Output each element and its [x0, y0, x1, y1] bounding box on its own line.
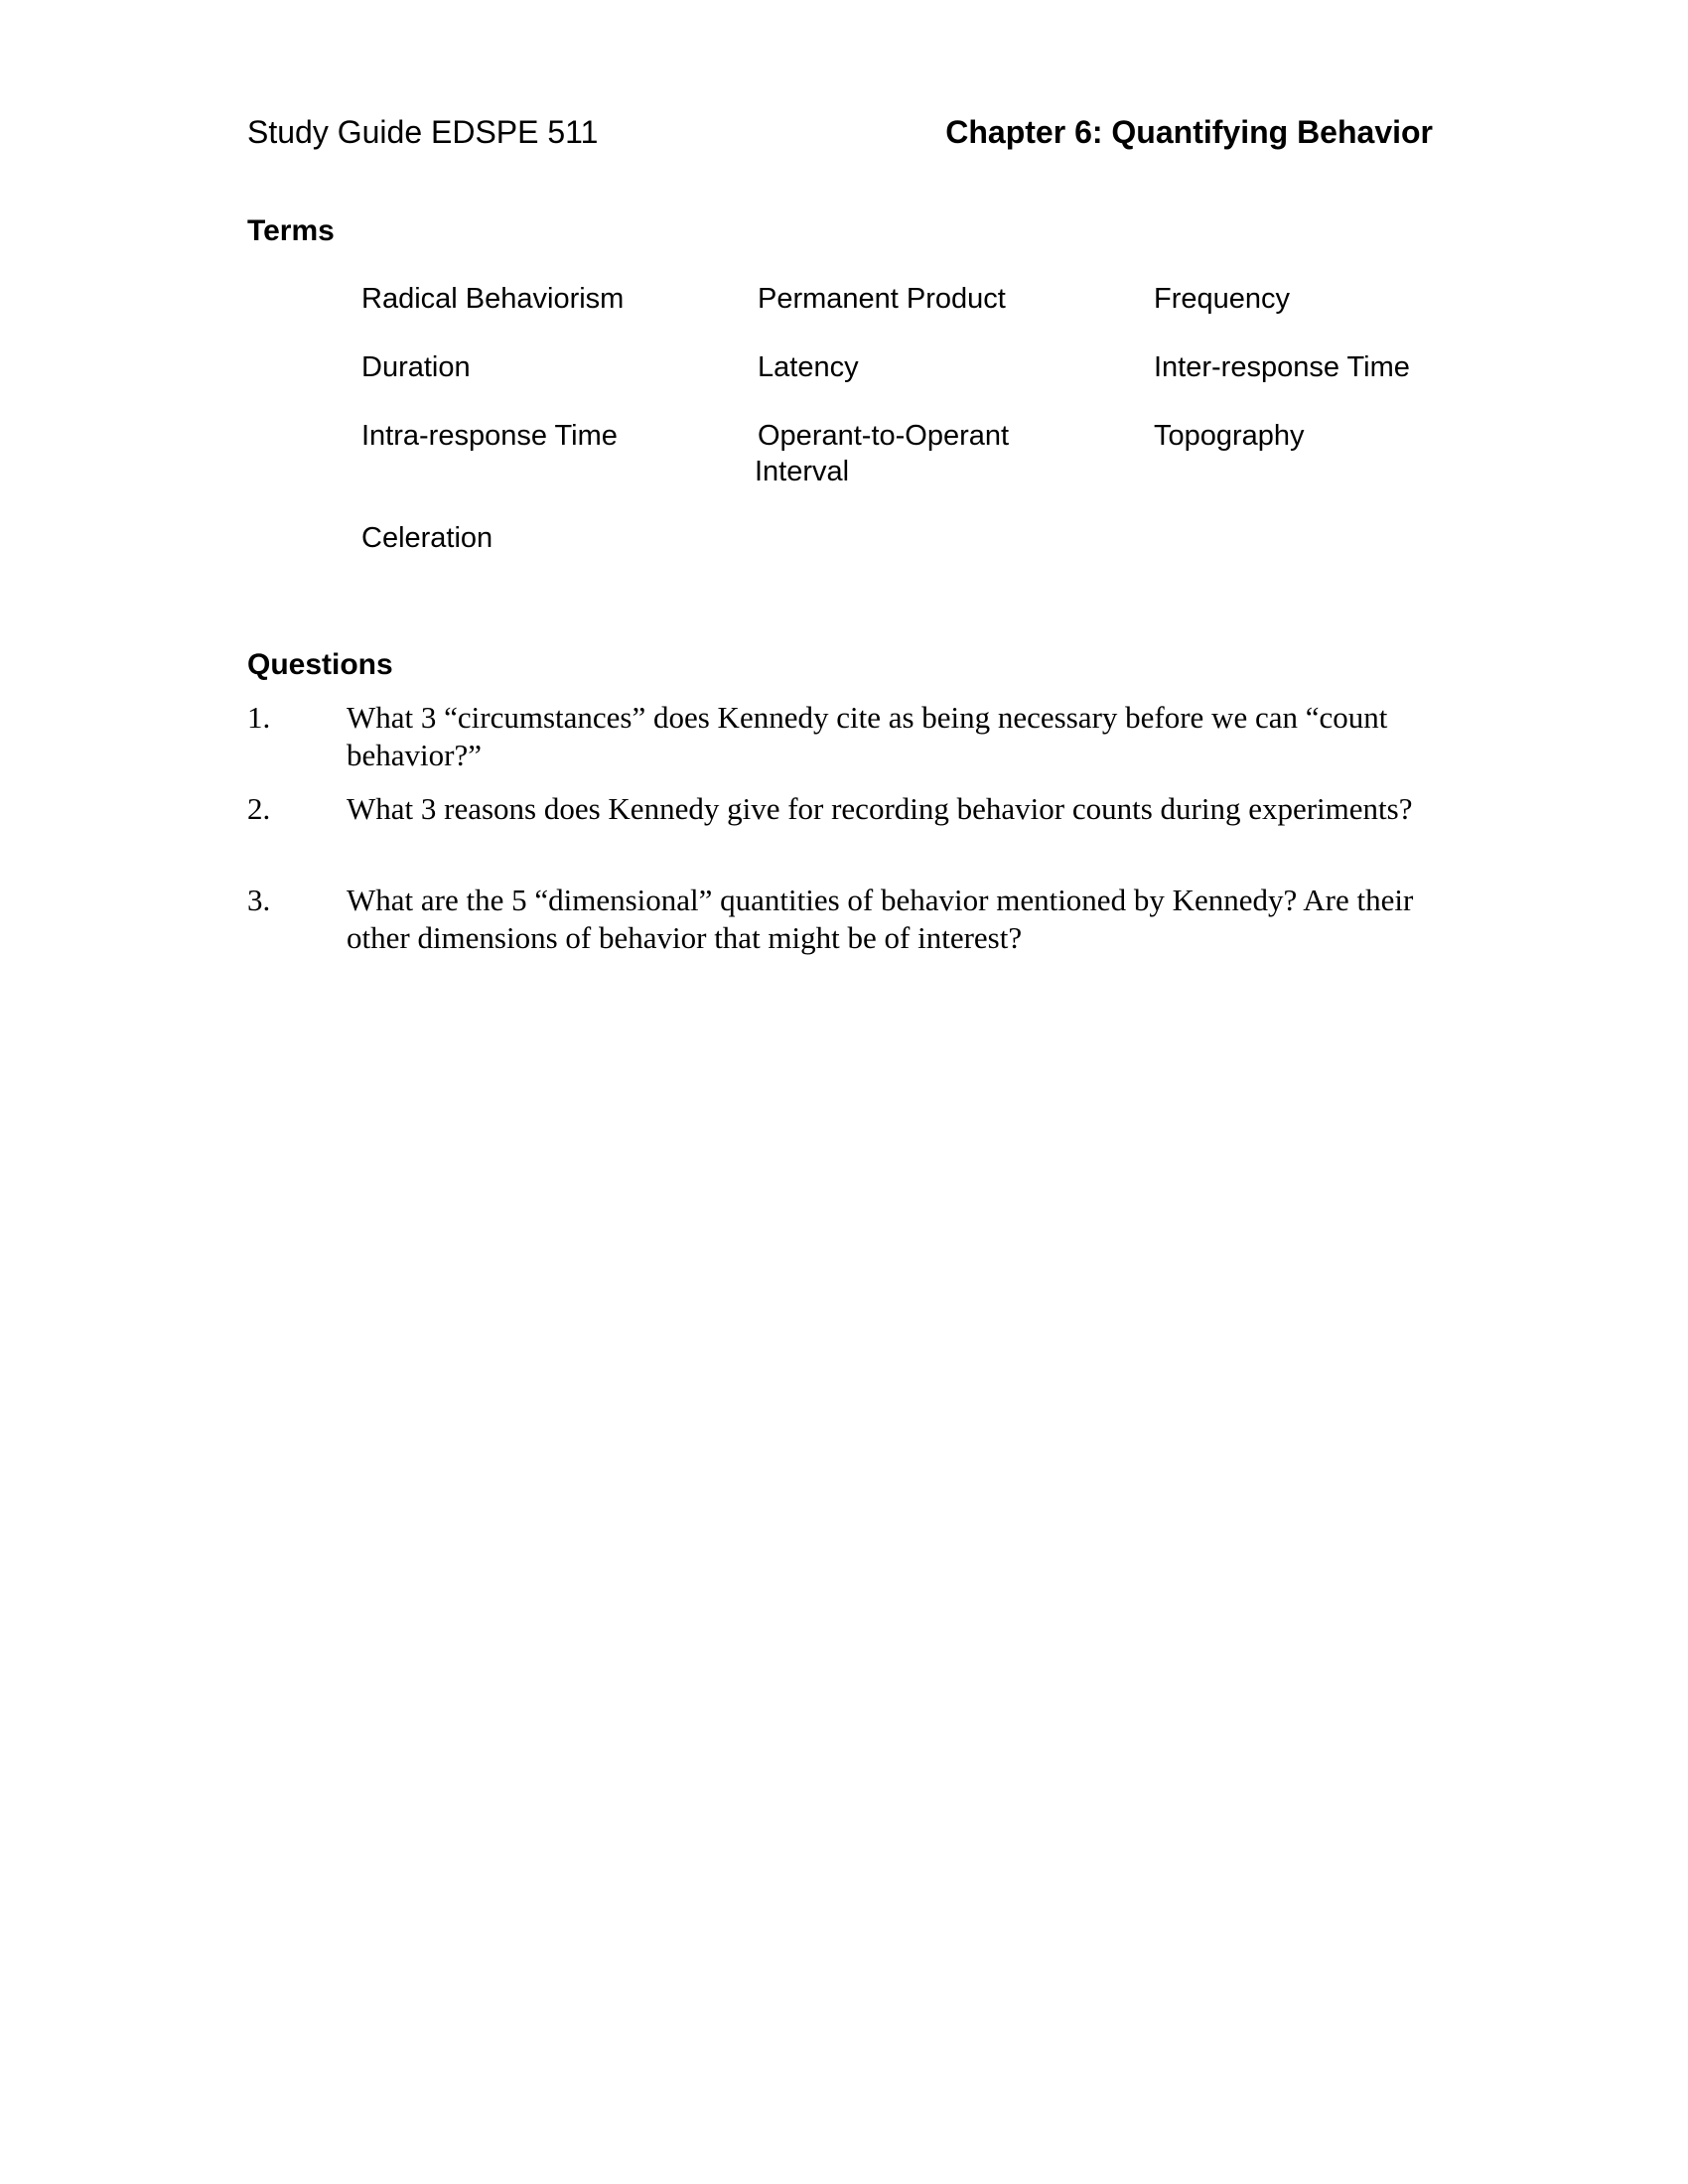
term-intra-response-time: Intra-response Time: [361, 420, 618, 452]
question-text: What 3 “circumstances” does Kennedy cite as being necessary before we can “count behavior?”: [347, 700, 1388, 772]
term-permanent-product: Permanent Product: [758, 283, 1006, 315]
term-line-1: Operant-to-Operant: [758, 420, 1010, 452]
questions-heading: Questions: [247, 648, 393, 681]
question-text: What 3 reasons does Kennedy give for recording behavior counts during experiments?: [347, 791, 1413, 826]
terms-heading: Terms: [247, 214, 335, 247]
term-frequency: Frequency: [1154, 283, 1291, 315]
question-number: 1.: [247, 700, 271, 735]
question-number: 2.: [247, 791, 271, 826]
question-number: 3.: [247, 883, 271, 917]
term-radical-behaviorism: Radical Behaviorism: [361, 283, 625, 315]
course-title: Study Guide EDSPE 511: [247, 114, 599, 150]
question-text: What are the 5 “dimensional” quantities of behavior mentioned by Kennedy? Are their other dimensions of behavior that might be of interest?: [347, 883, 1414, 955]
question-item: [247, 882, 1439, 957]
term-operant-to-operant-interval: [755, 418, 1055, 489]
term-topography: Topography: [1154, 420, 1305, 452]
term-line-2: Interval: [755, 456, 850, 487]
question-item: [247, 790, 1439, 828]
term-celeration: Celeration: [361, 522, 493, 554]
question-item: [247, 699, 1439, 774]
term-inter-response-time: Inter-response Time: [1154, 351, 1410, 383]
term-duration: Duration: [361, 351, 471, 383]
chapter-title: Chapter 6: Quantifying Behavior: [945, 114, 1433, 150]
term-latency: Latency: [758, 351, 859, 383]
